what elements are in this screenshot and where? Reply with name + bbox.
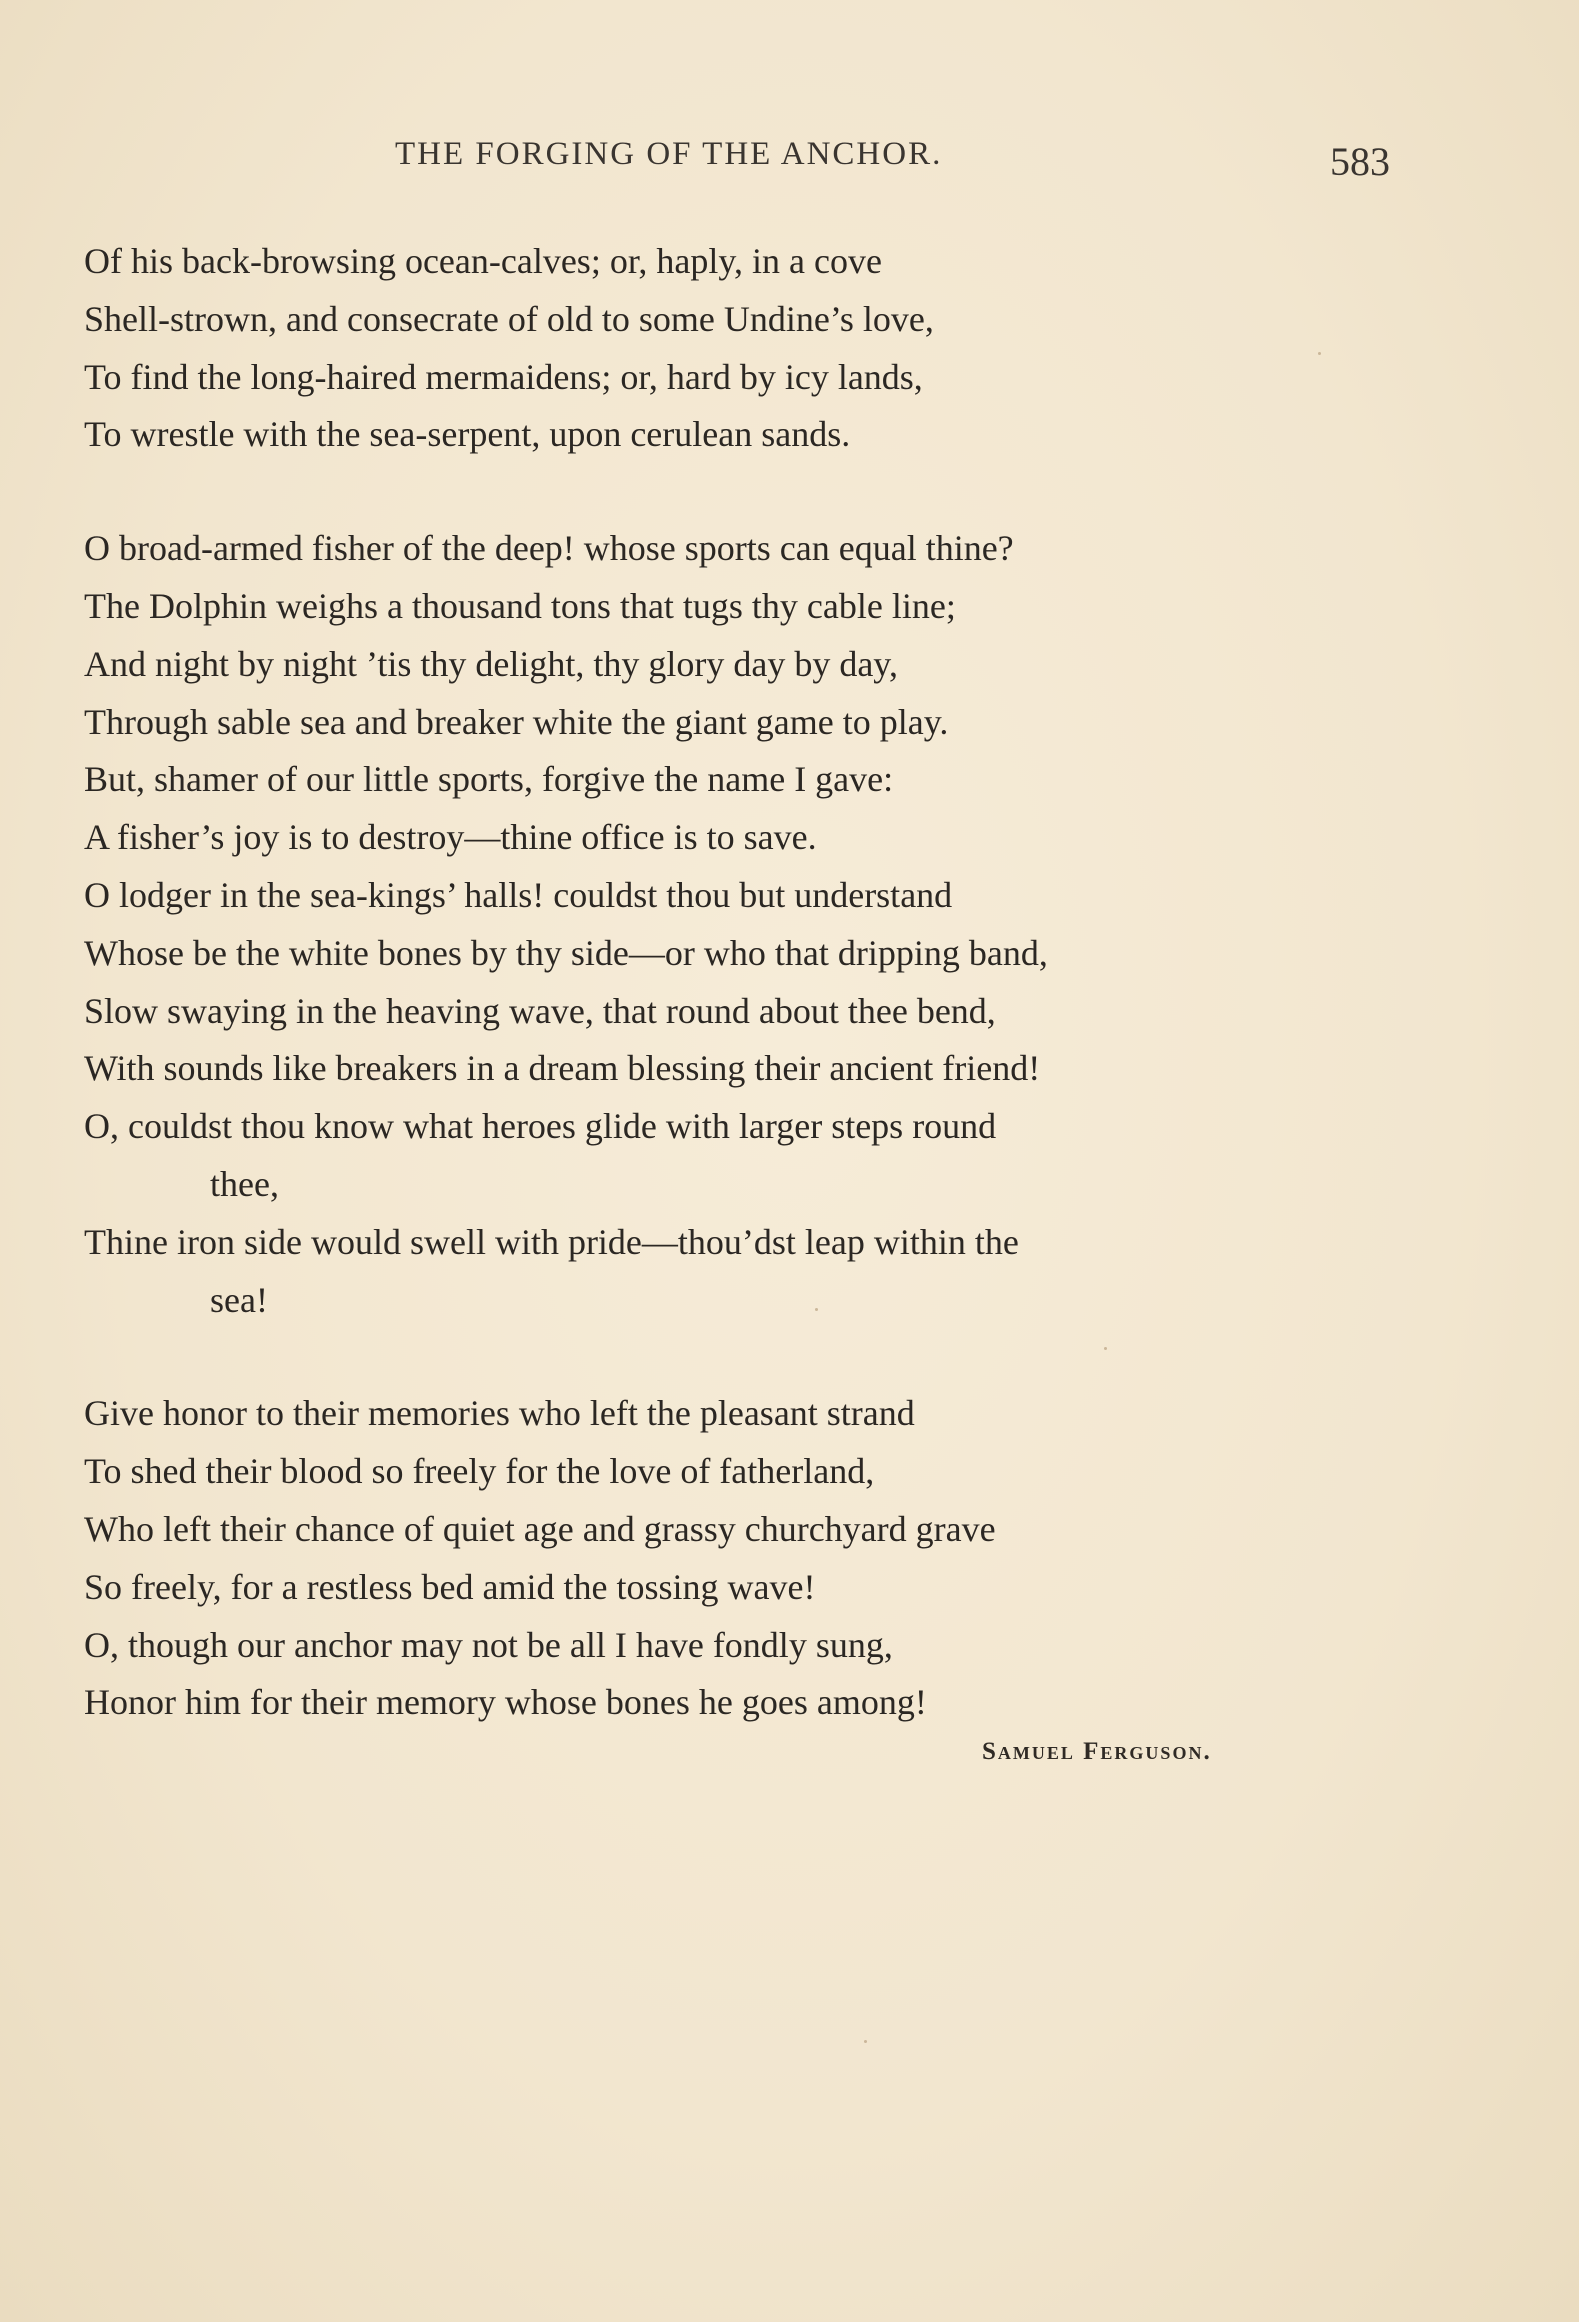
- poem-line: Who left their chance of quiet age and grassy churchyard grave: [84, 1508, 996, 1549]
- poem-line-continuation: sea!: [210, 1279, 268, 1320]
- paper-speck: [815, 1308, 818, 1311]
- poem-line: Give honor to their memories who left the pleasant strand: [84, 1393, 915, 1434]
- stanza: [84, 233, 1404, 464]
- page-number: 583: [1330, 139, 1390, 184]
- poem-line: O lodger in the sea-kings’ halls! couldst thou but understand: [84, 874, 953, 915]
- poem-line: The Dolphin weighs a thousand tons that tugs thy cable line;: [84, 585, 956, 626]
- poem-line: Of his back-browsing ocean-calves; or, haply, in a cove: [84, 241, 882, 281]
- paper-speck: [1318, 352, 1321, 355]
- poem-line: So freely, for a restless bed amid the tossing wave!: [84, 1566, 816, 1607]
- poem-line: Through sable sea and breaker white the giant game to play.: [84, 701, 949, 742]
- author-signature: Samuel Ferguson.: [982, 1738, 1212, 1765]
- poem-line: O, couldst thou know what heroes glide with larger steps round: [84, 1106, 997, 1147]
- poem-line: With sounds like breakers in a dream blessing their ancient friend!: [84, 1048, 1041, 1089]
- poem-line: Shell-strown, and consecrate of old to some Undine’s love,: [84, 298, 934, 339]
- poem-line: To wrestle with the sea-serpent, upon cerulean sands.: [84, 414, 851, 455]
- running-head: [395, 128, 1395, 188]
- poem-line: To shed their blood so freely for the love of fatherland,: [84, 1451, 875, 1492]
- poem-line: Thine iron side would swell with pride—thou’dst leap within the: [84, 1221, 1019, 1262]
- poem-line: But, shamer of our little sports, forgive the name I gave:: [84, 759, 894, 800]
- running-title: THE FORGING OF THE ANCHOR.: [395, 136, 943, 172]
- paper-speck: [864, 2040, 867, 2043]
- poem-line: Honor him for their memory whose bones he goes among!: [84, 1682, 927, 1723]
- stanza: [84, 520, 1404, 1329]
- poem-line: O, though our anchor may not be all I have fondly sung,: [84, 1624, 893, 1665]
- poem-line: And night by night ’tis thy delight, thy glory day by day,: [84, 643, 898, 684]
- poem-line: A fisher’s joy is to destroy—thine office is to save.: [84, 817, 817, 858]
- poem-line: Whose be the white bones by thy side—or who that dripping band,: [84, 932, 1048, 973]
- poem-line: Slow swaying in the heaving wave, that round about thee bend,: [84, 990, 996, 1031]
- paper-speck: [1104, 1347, 1107, 1350]
- stanza: [84, 1385, 1404, 1732]
- poem-line: O broad-armed fisher of the deep! whose sports can equal thine?: [84, 528, 1014, 569]
- poem-line: To find the long-haired mermaidens; or, hard by icy lands,: [84, 356, 923, 397]
- poem-line-continuation: thee,: [210, 1163, 279, 1204]
- poem-body: [84, 233, 1404, 1732]
